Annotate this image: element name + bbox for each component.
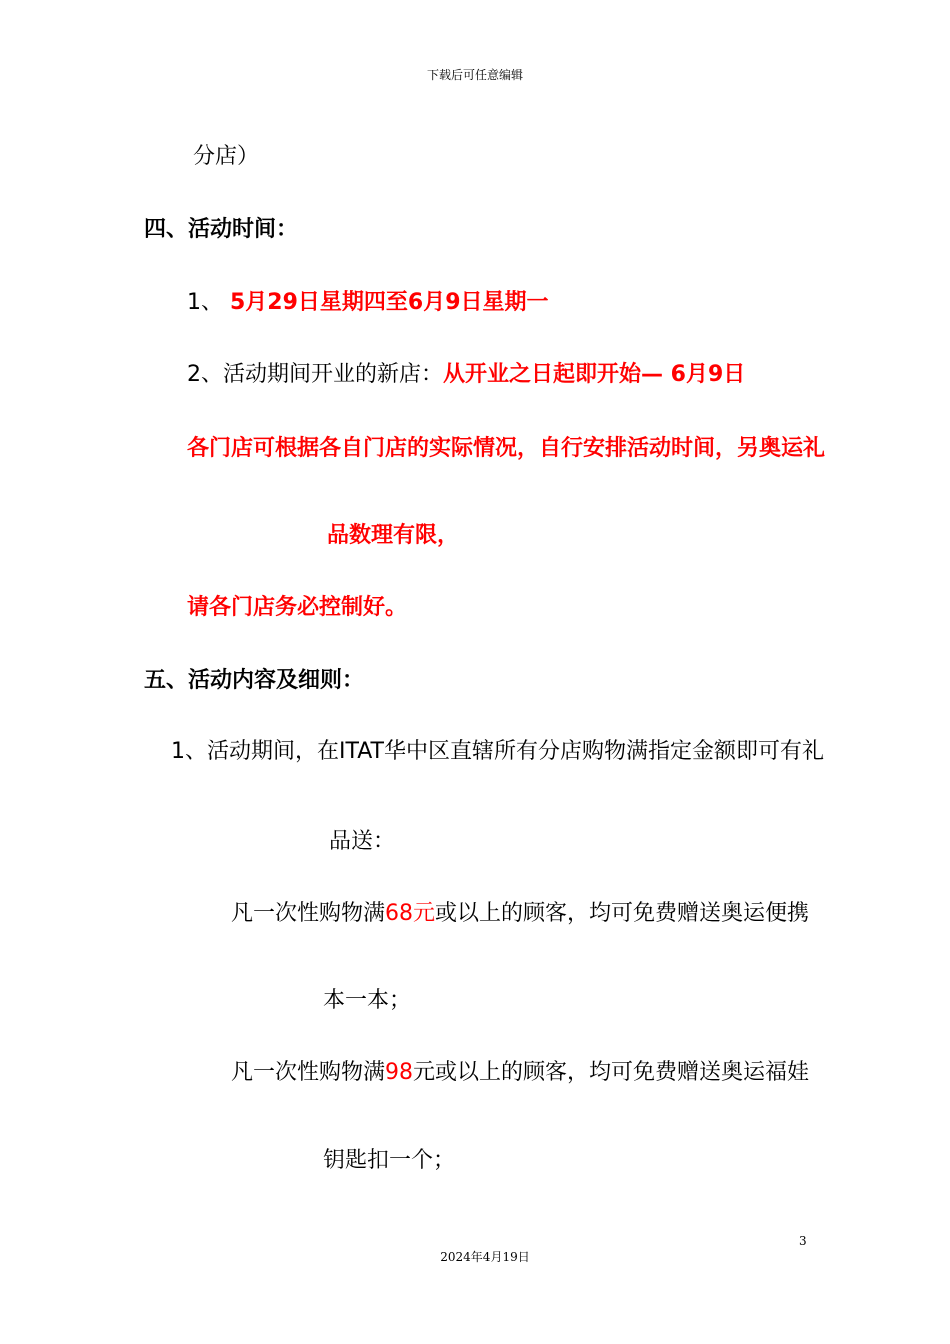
- note-line-2: 品数理有限，: [327, 523, 460, 548]
- gift-rule-2: [231, 1059, 809, 1087]
- page-number: 3: [799, 1234, 807, 1248]
- gift-rule-1-prefix: 凡一次性购物满: [231, 901, 386, 926]
- section-heading-content: 五、活动内容及细则：: [144, 668, 365, 693]
- page-header: 下载后可任意编辑: [426, 68, 523, 82]
- line-branch-end: 分店）: [193, 144, 260, 169]
- time-item-1: [187, 289, 549, 317]
- time-item-1-number: 1、: [187, 290, 223, 315]
- section-heading-time: 四、活动时间：: [144, 217, 299, 242]
- note-line-1: 各门店可根据各自门店的实际情况，自行安排活动时间，另奥运礼: [187, 436, 826, 461]
- content-item-1-cont: 品送：: [329, 829, 396, 854]
- gift-rule-1: [231, 900, 809, 928]
- content-item-1: 1、活动期间，在ITAT华中区直辖所有分店购物满指定金额即可有礼: [171, 739, 824, 764]
- time-item-2-dates: 从开业之日起即开始— 6月9日: [443, 362, 746, 387]
- gift-rule-2-amount: 98: [385, 1060, 414, 1085]
- gift-rule-1-suffix: 或以上的顾客，均可免费赠送奥运便携: [435, 901, 810, 926]
- gift-rule-2-prefix: 凡一次性购物满: [231, 1060, 386, 1085]
- gift-rule-2-suffix: 元或以上的顾客，均可免费赠送奥运福娃: [413, 1060, 810, 1085]
- note-line-3: 请各门店务必控制好。: [187, 595, 408, 620]
- time-item-2: [187, 361, 745, 389]
- gift-rule-1-amount: 68元: [385, 901, 436, 926]
- time-item-1-dates: 5月29日星期四至6月9日星期一: [230, 290, 549, 315]
- gift-rule-2-cont: 钥匙扣一个；: [323, 1148, 456, 1173]
- gift-rule-1-cont: 本一本；: [323, 988, 412, 1013]
- time-item-2-text: 2、活动期间开业的新店：: [187, 362, 443, 387]
- footer-date: 2024年4月19日: [440, 1250, 530, 1264]
